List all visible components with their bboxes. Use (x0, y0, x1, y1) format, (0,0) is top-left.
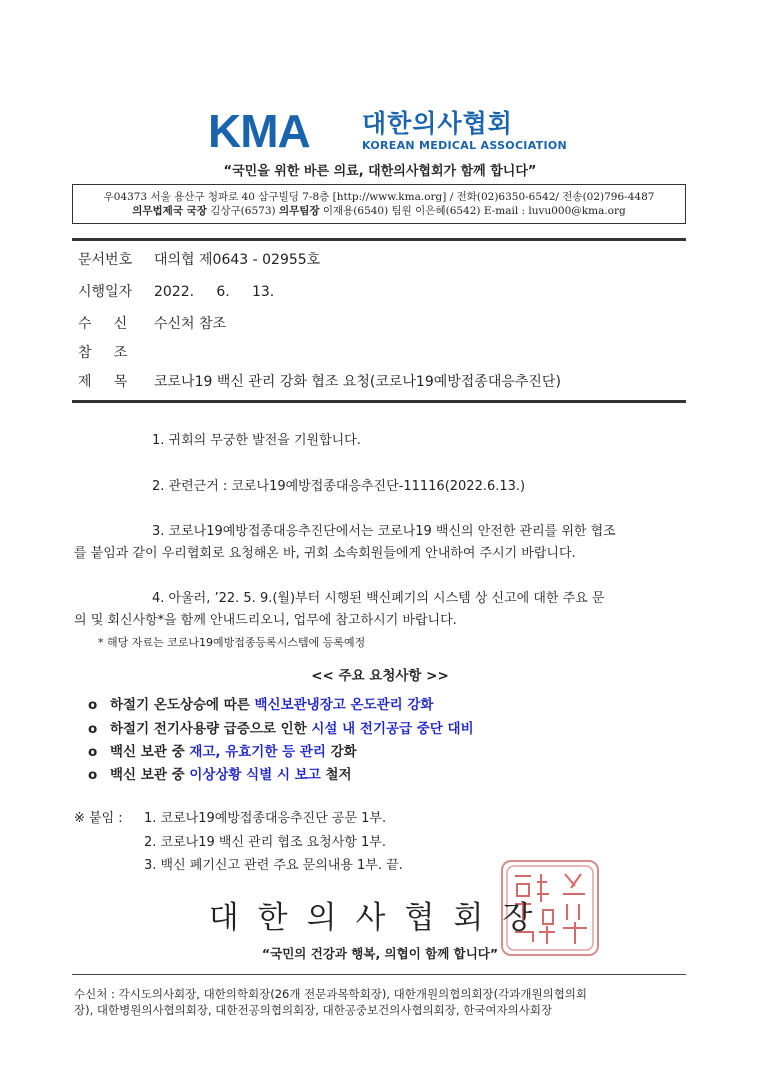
paragraph-3-line-1: 3. 코로나19예방접종대응추진단에서는 코로나19 백신의 안전한 관리를 위한 협조 (152, 524, 616, 539)
request-item: o 백신 보관 중 재고, 유효기한 등 관리 강화 (88, 744, 357, 760)
kma-english-name: KOREAN MEDICAL ASSOCIATION (362, 139, 568, 152)
subject-row: 제 목 코로나19 백신 관리 강화 협조 요청(코로나19예방접종대응추진단) (78, 374, 561, 390)
requests-title: << 주요 요청사항 >> (311, 668, 449, 684)
address-box (72, 184, 686, 224)
team-label: 의무팀장 (278, 205, 320, 217)
footnote: * 해당 자료는 코로나19예방접종등록시스템에 등록예정 (98, 636, 366, 649)
signer-title: 대한의사협회장 (208, 900, 552, 936)
attachment-item: 2. 코로나19 백신 관리 협조 요청사항 1부. (144, 835, 386, 850)
request-item: o 하절기 온도상승에 따른 백신보관냉장고 온도관리 강화 (88, 697, 434, 713)
request-item: o 백신 보관 중 이상상황 식별 시 보고 철저 (88, 767, 352, 783)
paragraph-1: 1. 귀회의 무궁한 발전을 기원합니다. (152, 433, 361, 448)
divider (72, 400, 686, 403)
contact-line (73, 204, 685, 218)
reference-row: 참 조 (78, 345, 128, 361)
kma-korean-name: 대한의사협회 (362, 109, 513, 138)
doc-number-row: 문서번호 대의협 제0643 - 02955호 (78, 252, 321, 268)
request-item: o 하절기 전기사용량 급증으로 인한 시설 내 전기공급 중단 대비 (88, 721, 474, 737)
team-person: 이재용(6540) 팀원 이은혜(6542) E-mail : luvu000@kma.org (322, 205, 626, 217)
bureau-person: 김상구(6573) (210, 205, 276, 217)
kma-logo: KMA (208, 105, 310, 157)
divider (72, 974, 686, 975)
attachment-item: 3. 백신 폐기신고 관련 주요 문의내용 1부. 끝. (144, 858, 403, 873)
recipient-row: 수 신 수신처 참조 (78, 316, 227, 332)
date-row: 시행일자 2022. 6. 13. (78, 284, 275, 300)
address-line: 우04373 서울 용산구 청파로 40 삼구빌딩 7-8층 [http://www.kma.org] / 전화(02)6350-6542/ 전송(02)796-4487 (103, 191, 655, 203)
slogan-bottom: “국민의 건강과 행복, 의협이 함께 합니다” (261, 946, 499, 961)
slogan-top: “국민을 위한 바른 의료, 대한의사협회가 함께 합니다” (223, 164, 537, 179)
divider (72, 238, 686, 241)
attachments-label: ※ 붙임 : (74, 811, 123, 826)
paragraph-4-line-2: 의 및 회신사항*을 함께 안내드리오니, 업무에 참고하시기 바랍니다. (74, 613, 457, 628)
paragraph-4-line-1: 4. 아울러, ’22. 5. 9.(월)부터 시행된 백신폐기의 시스템 상 신고에 대한 주요 문 (152, 591, 605, 606)
attachment-item: 1. 코로나19예방접종대응추진단 공문 1부. (144, 811, 387, 826)
paragraph-2: 2. 관련근거 : 코로나19예방접종대응추진단-11116(2022.6.13.) (152, 479, 526, 494)
paragraph-3-line-2: 를 붙임과 같이 우리협회로 요청해온 바, 귀회 소속회원들에게 안내하여 주시기 바랍니다. (74, 546, 576, 561)
distribution-list: 수신처 : 각시도의사회장, 대한의학회장(26개 전문과목학회장), 대한개원의협의회장(각과개원의협의회 장), 대한병원의사협의회장, 대한전공의협의회장, 대한공중보건의사협의회장, 한국여자의사회장 (74, 987, 588, 1017)
bureau-label: 의무법제국 국장 (132, 205, 207, 217)
